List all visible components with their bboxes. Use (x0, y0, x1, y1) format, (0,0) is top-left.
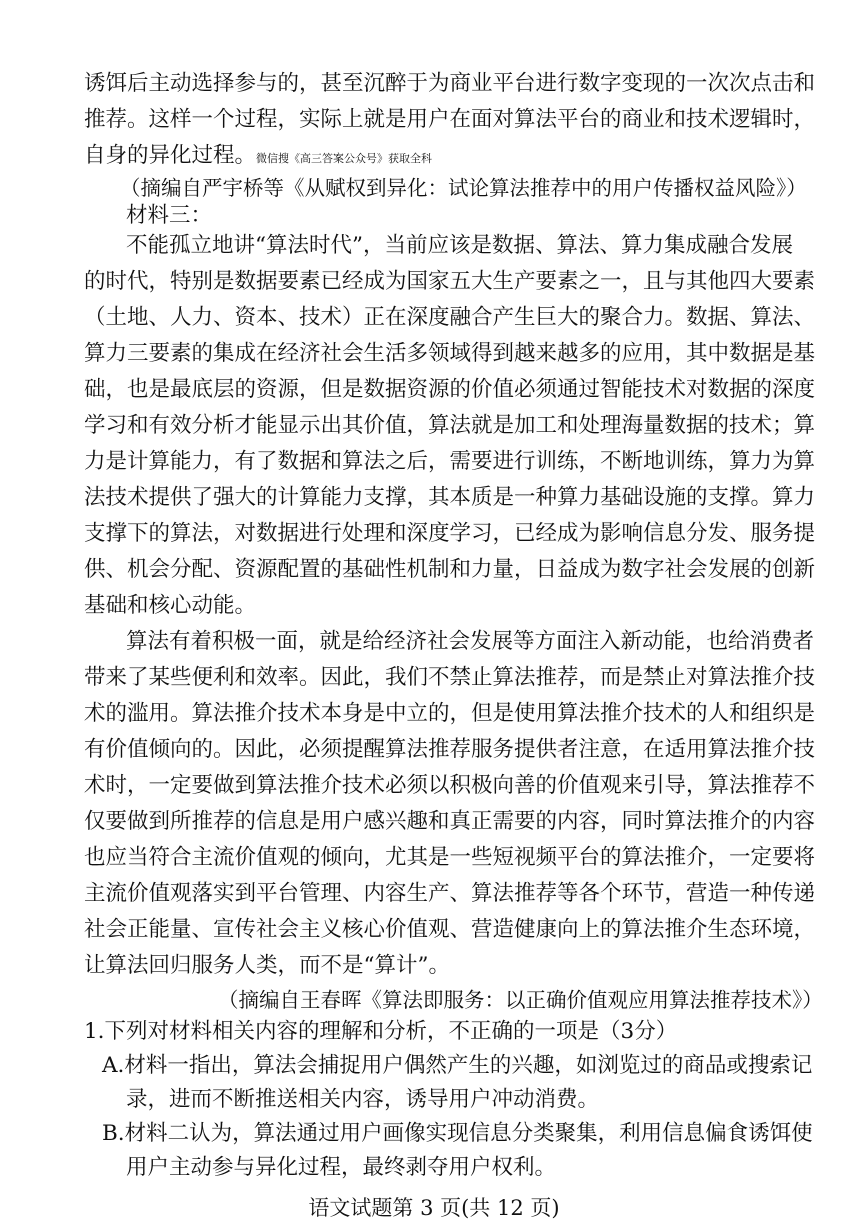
question-stem: 1.下列对材料相关内容的理解和分析，不正确的一项是（3分） (84, 1019, 678, 1044)
paragraph-line: 社会正能量、宣传社会主义核心价值观、营造健康向上的算法推介生态环境， (84, 917, 816, 942)
paragraph-line: 也应当符合主流价值观的倾向，尤其是一些短视频平台的算法推介，一定要将 (84, 845, 816, 870)
paragraph-line: 不能孤立地讲“算法时代”，当前应该是数据、算法、算力集成融合发展 (126, 233, 793, 258)
paragraph-line: 力是计算能力，有了数据和算法之后，需要进行训练，不断地训练，算力为算 (84, 449, 816, 474)
source-citation-2: （摘编自严宇桥等《从赋权到异化：试论算法推荐中的用户传播权益风险》） (120, 176, 807, 200)
material2-line-last (84, 140, 784, 175)
paragraph-line: 法技术提供了强大的计算能力支撑，其本质是一种算力基础设施的支撑。算力 (84, 485, 816, 510)
paragraph-line: 带来了某些便利和效率。因此，我们不禁止算法推荐，而是禁止对算法推介技 (84, 665, 816, 690)
page-footer: 语文试题第 3 页(共 12 页) (308, 1196, 560, 1220)
paragraph-line: 术时，一定要做到算法推介技术必须以积极向善的价值观来引导，算法推荐不 (84, 773, 816, 798)
material2-text: 自身的异化过程。 (84, 143, 257, 168)
option-a-line: 录，进而不断推送相关内容，诱导用户冲动消费。 (126, 1087, 600, 1112)
paragraph-line: 基础和核心动能。 (84, 593, 257, 618)
source-citation-3: （摘编自王春晖《算法即服务：以正确价值观应用算法推荐技术》） (218, 988, 823, 1012)
option-b-line: B.材料二认为，算法通过用户画像实现信息分类聚集，利用信息偏食诱饵使 (102, 1121, 813, 1146)
option-b-line: 用户主动参与异化过程，最终剥夺用户权利。 (126, 1155, 557, 1180)
paragraph-line: 础，也是最底层的资源，但是数据资源的价值必须通过智能技术对数据的深度 (84, 377, 816, 402)
paragraph-line: 算法有着积极一面，就是给经济社会发展等方面注入新动能，也给消费者 (126, 629, 815, 654)
paragraph-line: 算力三要素的集成在经济社会生活多领域得到越来越多的应用，其中数据是基 (84, 341, 816, 366)
paragraph-line: （土地、人力、资本、技术）正在深度融合产生巨大的聚合力。数据、算法、 (84, 305, 816, 330)
paragraph-line: 供、机会分配、资源配置的基础性机制和力量，日益成为数字社会发展的创新 (84, 557, 816, 582)
paragraph-line: 有价值倾向的。因此，必须提醒算法推荐服务提供者注意，在适用算法推介技 (84, 737, 816, 762)
paragraph-line: 学习和有效分析才能显示出其价值，算法就是加工和处理海量数据的技术；算 (84, 413, 816, 438)
paragraph-line: 主流价值观落实到平台管理、内容生产、算法推荐等各个环节，营造一种传递 (84, 881, 816, 906)
paragraph-line: 支撑下的算法，对数据进行处理和深度学习，已经成为影响信息分发、服务提 (84, 521, 816, 546)
paragraph-line: 术的滥用。算法推介技术本身是中立的，但是使用算法推介技术的人和组织是 (84, 701, 816, 726)
paragraph-line: 让算法回归服务人类，而不是“算计”。 (84, 953, 450, 978)
watermark-text: 微信搜《高三答案公众号》获取全科 (256, 152, 433, 165)
material2-line: 诱饵后主动选择参与的，甚至沉醉于为商业平台进行数字变现的一次次点击和 (84, 71, 816, 96)
material3-label: 材料三： (126, 203, 213, 228)
paragraph-line: 仅要做到所推荐的信息是用户感兴趣和真正需要的内容，同时算法推介的内容 (84, 809, 816, 834)
material2-line: 推荐。这样一个过程，实际上就是用户在面对算法平台的商业和技术逻辑时， (84, 107, 816, 132)
paragraph-line: 的时代，特别是数据要素已经成为国家五大生产要素之一，且与其他四大要素 (84, 269, 816, 294)
option-a-line: A.材料一指出，算法会捕捉用户偶然产生的兴趣，如浏览过的商品或搜索记 (102, 1053, 813, 1078)
